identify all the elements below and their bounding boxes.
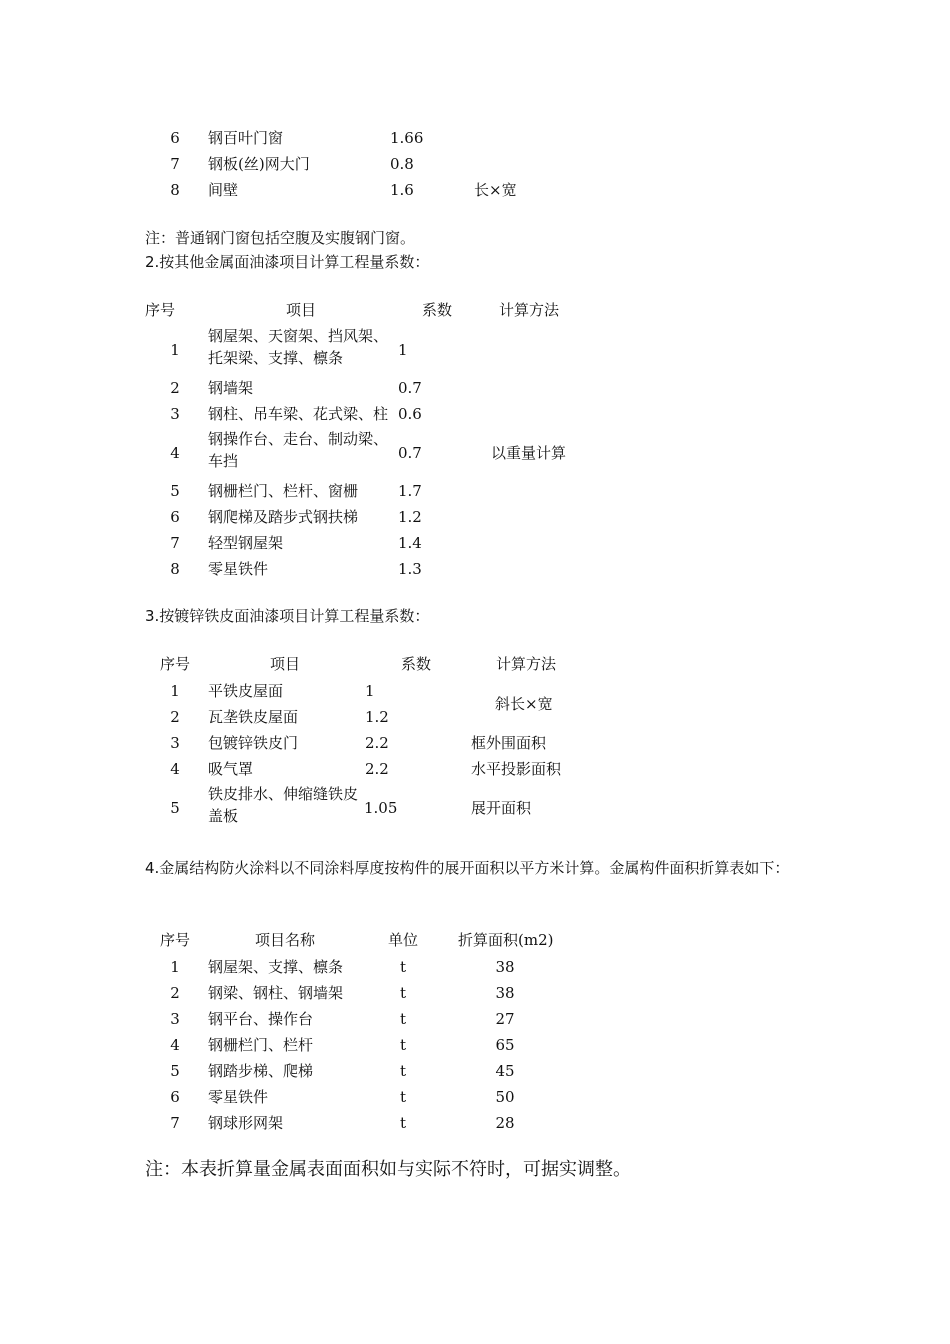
table4-header-unit: 单位	[388, 931, 419, 949]
table2-header-coef: 系数	[422, 301, 453, 319]
table2-row4-coef: 0.7	[398, 444, 422, 462]
table2-row2-coef: 0.7	[398, 379, 422, 397]
table4-row3-no: 3	[170, 1010, 180, 1028]
table2-row2-no: 2	[170, 379, 180, 397]
table3-row4-coef: 2.2	[365, 760, 389, 778]
table4-header-no: 序号	[160, 931, 191, 949]
table2-row5-item: 钢栅栏门、栏杆、窗栅	[208, 482, 359, 500]
table3-row4-item: 吸气罩	[208, 760, 254, 778]
table1-row1-coef: 1.66	[390, 129, 424, 147]
table3-row5-method: 展开面积	[471, 799, 532, 817]
table4-row6-area: 50	[495, 1088, 515, 1106]
table2-row7-coef: 1.4	[398, 534, 422, 552]
table3-row1-no: 1	[170, 682, 180, 700]
table4-row7-unit: t	[399, 1114, 407, 1132]
table4-row2-item: 钢梁、钢柱、钢墙架	[208, 984, 344, 1002]
table4-row4-no: 4	[170, 1036, 180, 1054]
table1-row3-coef: 1.6	[390, 181, 414, 199]
table3-row3-item: 包镀锌铁皮门	[208, 734, 299, 752]
table3-merged-method: 斜长×宽	[495, 695, 553, 713]
table3-row5-item: 铁皮排水、伸缩缝铁皮盖板	[208, 785, 359, 825]
table4-row2-no: 2	[170, 984, 180, 1002]
table3-header-no: 序号	[160, 655, 191, 673]
table4-row7-no: 7	[170, 1114, 180, 1132]
table1-row2-item: 钢板(丝)网大门	[208, 155, 310, 173]
table1-row3-item: 间壁	[208, 181, 239, 199]
table4-row4-item: 钢栅栏门、栏杆	[208, 1036, 314, 1054]
table4-row1-area: 38	[495, 958, 515, 976]
table2-row7-no: 7	[170, 534, 180, 552]
table2-row8-coef: 1.3	[398, 560, 422, 578]
table3-row3-no: 3	[170, 734, 180, 752]
table2-row5-no: 5	[170, 482, 180, 500]
table2-header-no: 序号	[145, 301, 176, 319]
table1-row2-no: 7	[170, 155, 180, 173]
table2-row6-coef: 1.2	[398, 508, 422, 526]
table1-row2-coef: 0.8	[390, 155, 414, 173]
table2-row3-no: 3	[170, 405, 180, 423]
table2-row6-item: 钢爬梯及踏步式钢扶梯	[208, 508, 359, 526]
table2-row8-item: 零星铁件	[208, 560, 269, 578]
table2-row7-item: 轻型钢屋架	[208, 534, 284, 552]
table4-row3-unit: t	[399, 1010, 407, 1028]
table4-row1-unit: t	[399, 958, 407, 976]
table4-row2-unit: t	[399, 984, 407, 1002]
table2-row1-no: 1	[170, 341, 180, 359]
table4-row5-no: 5	[170, 1062, 180, 1080]
table3-row2-item: 瓦垄铁皮屋面	[208, 708, 299, 726]
table4-row4-unit: t	[399, 1036, 407, 1054]
table3-row4-no: 4	[170, 760, 180, 778]
table1-note: 注：普通钢门窗包括空腹及实腹钢门窗。	[145, 229, 416, 247]
table2-row1-coef: 1	[398, 341, 408, 359]
table2-row3-coef: 0.6	[398, 405, 422, 423]
table4-row5-unit: t	[399, 1062, 407, 1080]
table4-row7-area: 28	[495, 1114, 515, 1132]
table1-row1-item: 钢百叶门窗	[208, 129, 284, 147]
table3-row3-coef: 2.2	[365, 734, 389, 752]
table2-row8-no: 8	[170, 560, 180, 578]
section4-note: 注：本表折算量金属表面面积如与实际不符时，可据实调整。	[145, 1159, 631, 1180]
table3-row3-method: 框外围面积	[471, 734, 547, 752]
table3-row1-item: 平铁皮屋面	[208, 682, 284, 700]
table2-row4-no: 4	[170, 444, 180, 462]
table2-row6-no: 6	[170, 508, 180, 526]
table3-header-item: 项目	[270, 655, 301, 673]
table2-row5-coef: 1.7	[398, 482, 422, 500]
table4-row5-area: 45	[495, 1062, 515, 1080]
table3-row1-coef: 1	[365, 682, 375, 700]
table4-row2-area: 38	[495, 984, 515, 1002]
table4-row3-item: 钢平台、操作台	[208, 1010, 314, 1028]
table1-row3-method: 长×宽	[474, 181, 517, 199]
table1-row3-no: 8	[170, 181, 180, 199]
table4-row6-item: 零星铁件	[208, 1088, 269, 1106]
table2-row2-item: 钢墙架	[208, 379, 254, 397]
table2-row1-item: 钢屋架、天窗架、挡风架、托架梁、支撑、檩条	[208, 327, 389, 367]
table4-row6-no: 6	[170, 1088, 180, 1106]
table2-method: 以重量计算	[491, 444, 567, 462]
section3-heading: 3.按镀锌铁皮面油漆项目计算工程量系数：	[145, 607, 430, 625]
table3-row5-no: 5	[170, 799, 180, 817]
table3-row2-coef: 1.2	[365, 708, 389, 726]
section4-heading: 4.金属结构防火涂料以不同涂料厚度按构件的展开面积以平方米计算。金属构件面积折算表如下：	[145, 859, 790, 877]
table4-row4-area: 65	[495, 1036, 515, 1054]
table2-header-item: 项目	[286, 301, 317, 319]
section2-heading: 2.按其他金属面油漆项目计算工程量系数：	[145, 253, 430, 271]
table2-header-method: 计算方法	[499, 301, 560, 319]
table4-row1-item: 钢屋架、支撑、檩条	[208, 958, 344, 976]
table2-row3-item: 钢柱、吊车梁、花式梁、柱	[208, 405, 389, 423]
table3-row4-method: 水平投影面积	[471, 760, 562, 778]
table3-header-coef: 系数	[401, 655, 432, 673]
table4-row7-item: 钢球形网架	[208, 1114, 284, 1132]
table3-header-method: 计算方法	[496, 655, 557, 673]
table4-row3-area: 27	[495, 1010, 515, 1028]
table4-row6-unit: t	[399, 1088, 407, 1106]
table3-row5-coef: 1.05	[364, 799, 398, 817]
table2-row4-item: 钢操作台、走台、制动梁、车挡	[208, 430, 389, 470]
table1-row1-no: 6	[170, 129, 180, 147]
table4-row5-item: 钢踏步梯、爬梯	[208, 1062, 314, 1080]
table4-header-item: 项目名称	[255, 931, 316, 949]
table4-row1-no: 1	[170, 958, 180, 976]
table4-header-area: 折算面积(m2)	[458, 931, 554, 949]
table3-row2-no: 2	[170, 708, 180, 726]
